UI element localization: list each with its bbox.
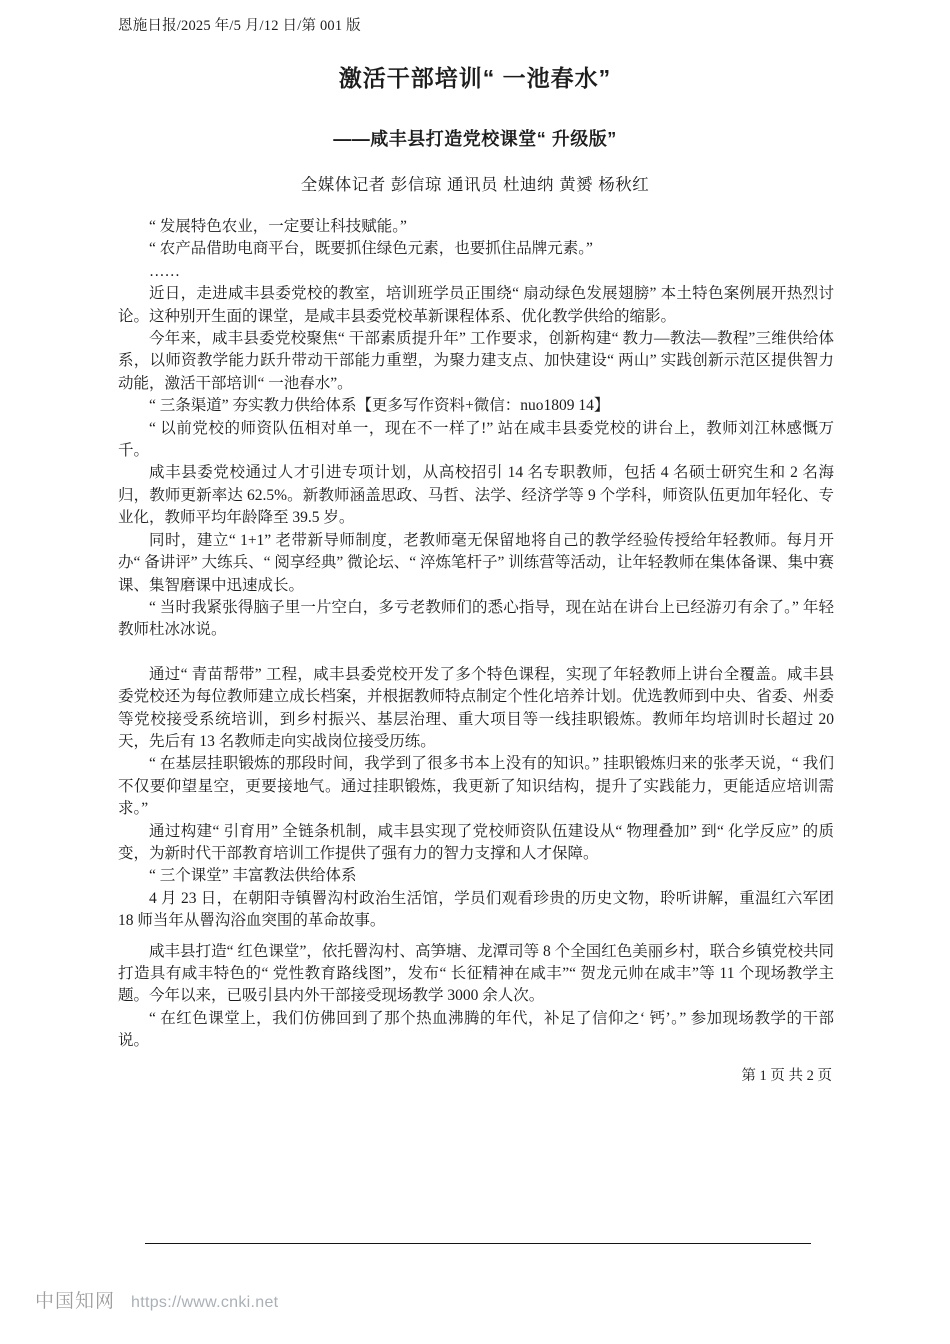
article-paragraph: 通过构建“ 引育用” 全链条机制，咸丰县实现了党校师资队伍建设从“ 物理叠加” 到“ 化学反应” 的质变，为新时代干部教育培训工作提供了强有力的智力支撑和人才保障。 [118,822,834,862]
article-paragraph: “ 在红色课堂上，我们仿佛回到了那个热血沸腾的年代，补足了信仰之‘ 钙’。” 参加现场教学的干部说。 [118,1009,834,1050]
article-paragraph: “ 以前党校的师资队伍相对单一，现在不一样了!” 站在咸丰县委党校的讲台上，教师刘江林感慨万千。 [118,419,834,460]
article-paragraph: 同时，建立“ 1+1” 老带新导师制度，老教师毫无保留地将自己的教学经验传授给年轻教师。每月开办“ 备讲评” 大练兵、“ 阅享经典” 微论坛、“ 淬炼笔杆子” 训练营等活动，让年轻教师在集体备课、集中赛课、集智磨课中迅速成长。 [118,531,834,594]
article-subtitle: ——咸丰县打造党校课堂“ 升级版” [333,129,617,149]
article-paragraph: “ 当时我紧张得脑子里一片空白，多亏老教师们的悉心指导，现在站在讲台上已经游刃有余了。” 年轻教师杜冰冰说。 [118,598,834,639]
article-body [118,216,834,1053]
article-paragraph: 通过“ 青苗帮带” 工程，咸丰县委党校开发了多个特色课程，实现了年轻教师上讲台全覆盖。咸丰县委党校还为每位教师建立成长档案，并根据教师特点制定个性化培养计划。优选教师到中央、省委、州委等党校接受系统培训，到乡村振兴、基层治理、重大项目等一线挂职锻炼。教师年均培训时长超过 20 天，先后有 13 名教师走向实战岗位接受历练。 [118,665,834,750]
article-paragraph: 近日，走进咸丰县委党校的教室，培训班学员正围绕“ 扇动绿色发展翅膀” 本土特色案例展开热烈讨论。这种别开生面的课堂，是咸丰县委党校革新课程体系、优化教学供给的缩影。 [118,285,834,325]
article-paragraph: 咸丰县打造“ 红色课堂”，依托罾沟村、高笋塘、龙潭司等 8 个全国红色美丽乡村，联合乡镇党校共同打造具有咸丰特色的“ 党性教育路线图”，发布“ 长征精神在咸丰”“ 贺龙元帅在咸丰”等 11 个现场教学主题。今年以来，已吸引县内外干部接受现场教学 3000 余人次。 [118,942,834,1005]
article-authors: 全媒体记者 彭信琼 通讯员 杜迪纳 黄赟 杨秋红 [300,176,650,194]
article-paragraph: “ 在基层挂职锻炼的那段时间，我学到了很多书本上没有的知识。” 挂职锻炼归来的张孝天说，“ 我们不仅要仰望星空，更要接地气。通过挂职锻炼，我更新了知识结构，提升了实践能力，更能适应培训需求。” [118,755,834,818]
page-number-indicator: 第 1 页 共 2 页 [741,1068,832,1084]
newspaper-source-line: 恩施日报/2025 年/5 月/12 日/第 001 版 [118,18,361,34]
cnki-brand-label: 中国知网 [35,1291,116,1312]
article-paragraph: “ 农产品借助电商平台，既要抓住绿色元素，也要抓住品牌元素。” [149,240,593,258]
article-paragraph: “ 三个课堂” 丰富教法供给体系 [149,867,357,885]
article-paragraph: 4 月 23 日，在朝阳寺镇罾沟村政治生活馆，学员们观看珍贵的历史文物，聆听讲解，重温红六军团 18 师当年从罾沟浴血突围的革命故事。 [118,889,834,930]
article-paragraph: …… [149,262,180,280]
cnki-watermark [35,1286,278,1313]
article-paragraph: 今年来，咸丰县委党校聚焦“ 干部素质提升年” 工作要求，创新构建“ 教力—教法—教程”三维供给体系，以师资教学能力跃升带动干部能力重塑，为聚力建支点、加快建设“ 两山” 实践创新示范区提供智力动能，激活干部培训“ 一池春水”。 [118,330,834,392]
footer-divider-line [145,1243,811,1244]
article-paragraph: 咸丰县委党校通过人才引进专项计划，从高校招引 14 名专职教师，包括 4 名硕士研究生和 2 名海归，教师更新率达 62.5%。新教师涵盖思政、马哲、法学、经济学等 9 个学科，师资队伍更加年轻化、专业化，教师平均年龄降至 39.5 岁。 [118,464,834,527]
article-title: 激活干部培训“ 一池春水” [338,65,612,91]
article-paragraph: “ 三条渠道” 夯实教力供给体系【更多写作资料+微信：nuo1809 14】 [149,397,610,415]
article-paragraph: “ 发展特色农业，一定要让科技赋能。” [149,218,407,235]
cnki-url-text: https://www.cnki.net [131,1294,279,1311]
